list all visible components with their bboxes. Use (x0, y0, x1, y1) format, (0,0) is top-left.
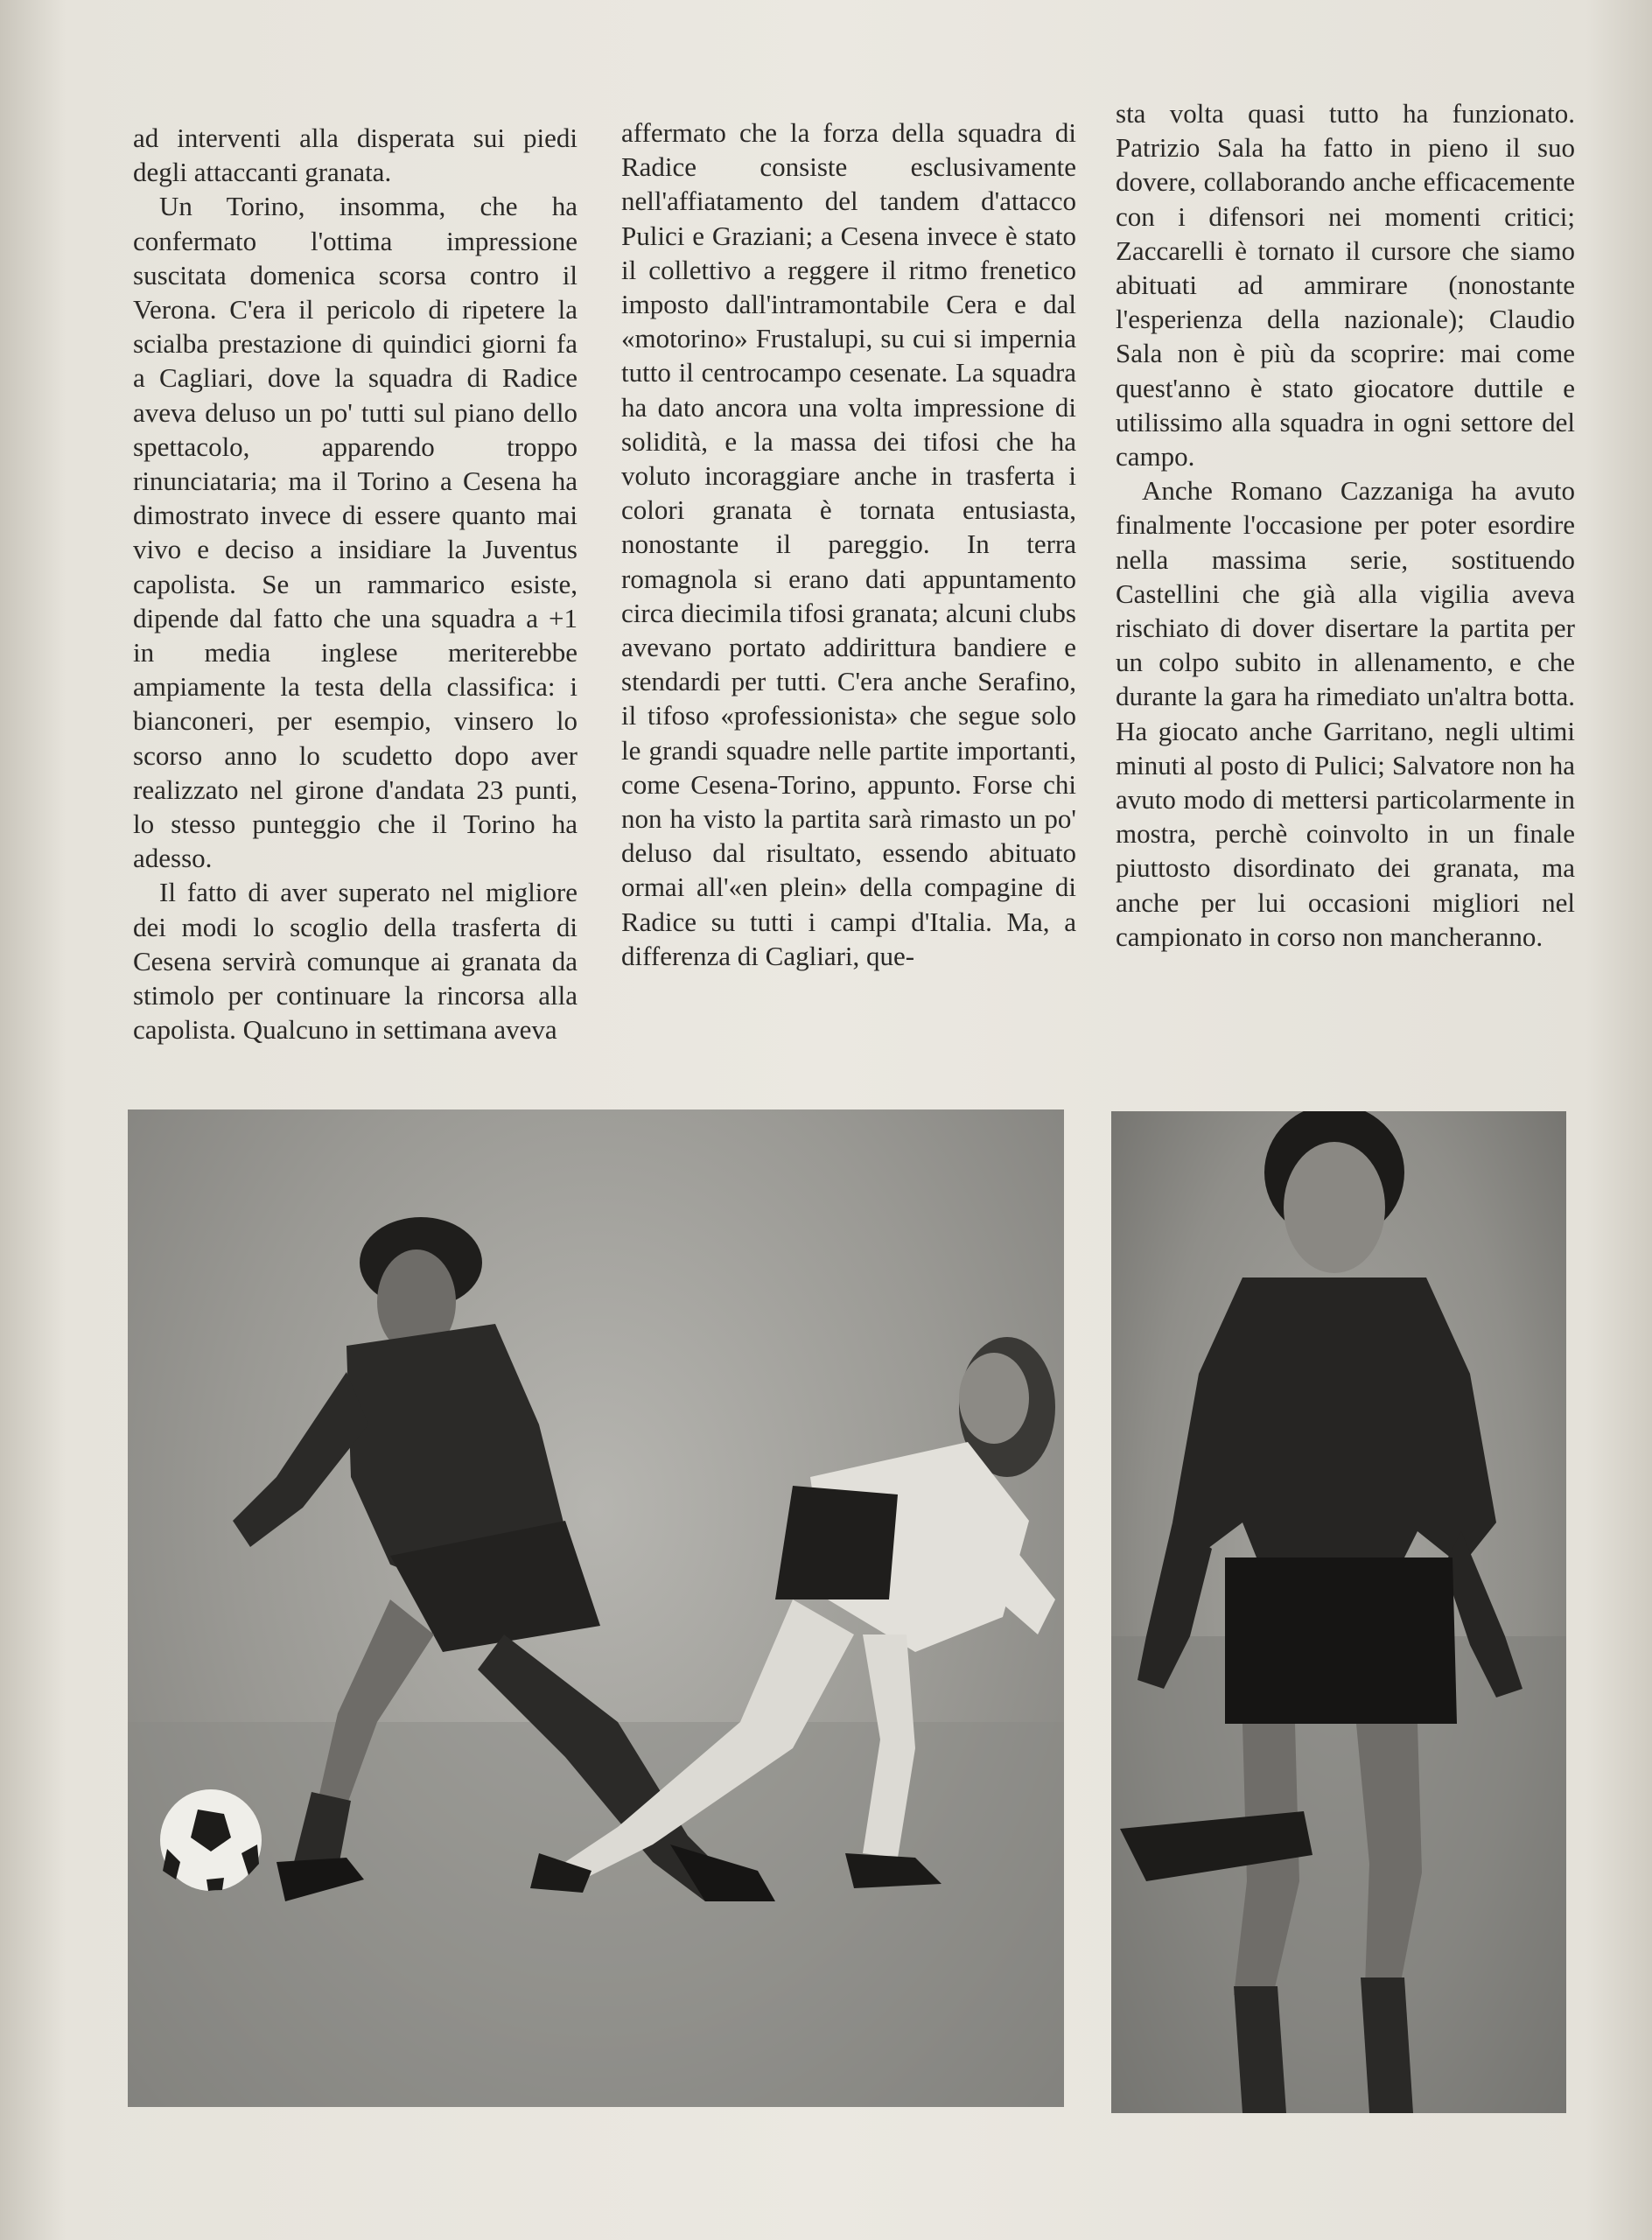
paragraph: sta volta quasi tutto ha funzionato. Patrizio Sala ha fatto in pieno il suo dovere, collaborando anche efficacemente con i difensori nei momenti critici; Zaccarelli è tornato il cursore che siamo abituati ad ammirare (nonostante l'esperienza della nazionale); Claudio Sala non è più da scoprire: mai come quest'anno è stato giocatore duttile e utilissimo alla squadra in ogni settore del campo. (1116, 98, 1575, 472)
article-column-3 (1116, 96, 1575, 954)
paragraph: Anche Romano Cazzaniga ha avuto finalmente l'occasione per poter esordire nella massima serie, sostituendo Castellini che già alla vigilia aveva rischiato di dover disertare la partita per un colpo subito in allenamento, e che durante la gara ha rimediato un'altra botta. Ha giocato anche Garritano, negli ultimi minuti al posto di Pulici; Salvatore non ha avuto modo di mettersi particolarmente in mostra, perchè coinvolto in un finale piuttosto disordinato dei granata, ma anche per lui occasioni migliori nel campionato in corso non mancheranno. (1116, 475, 1575, 952)
paragraph: Il fatto di aver superato nel migliore dei modi lo scoglio della trasferta di Cesena servirà comunque ai granata da stimolo per continuare la rincorsa alla capolista. Qualcuno in settimana aveva (133, 877, 578, 1046)
paragraph: affermato che la forza della squadra di Radice consiste esclusivamente nell'affiatamento del tandem d'attacco Pulici e Graziani; a Cesena invece è stato il collettivo a reggere il ritmo frenetico imposto dall'intramontabile Cera e dal «motorino» Frustalupi, su cui si impernia tutto il centrocampo cesenate. La squadra ha dato ancora una volta impressione di solidità, e la massa dei tifosi che ha voluto incoraggiare anche in trasferta i colori granata è tornata entusiasta, nonostante il pareggio. In terra romagnola si erano dati appuntamento circa diecimila tifosi granata; alcuni clubs avevano portato addirittura bandiere e stendardi per tutti. C'era anche Serafino, il tifoso «professionista» che segue solo le grandi squadre nelle partite importanti, come Cesena-Torino, appunto. Forse chi non ha visto la partita sarà rimasto un po' deluso dal risultato, essendo abituato ormai all'«en plein» della compagine di Radice su tutti i campi d'Italia. Ma, a differenza di Cagliari, que- (621, 117, 1076, 971)
football (160, 1789, 262, 1891)
paragraph: Un Torino, insomma, che ha confermato l'ottima impressione suscitata domenica scorsa contro il Verona. C'era il pericolo di ripetere la scialba prestazione di quindici giorni fa a Cagliari, dove la squadra di Radice aveva deluso un po' tutti sul piano dello spettacolo, apparendo troppo rinunciataria; ma il Torino a Cesena ha dimostrato invece di essere quanto mai vivo e deciso a insidiare la Juventus capolista. Se un rammarico esiste, dipende dal fatto che una squadra a +1 in media inglese meriterebbe ampiamente la testa della classifica: i bianconeri, per esempio, vinsero lo scorso anno lo scudetto dopo aver realizzato nel girone d'andata 23 punti, lo stesso punteggio che il Torino ha adesso. (133, 191, 578, 874)
match-action-photo (128, 1110, 1064, 2107)
player-illustration (1111, 1111, 1566, 2113)
player-portrait-photo (1111, 1111, 1566, 2113)
match-action-illustration (128, 1110, 1064, 2107)
paragraph: ad interventi alla disperata sui piedi degli attaccanti granata. (133, 122, 578, 188)
article-column-1 (133, 121, 578, 1046)
article-column-2 (621, 116, 1076, 973)
